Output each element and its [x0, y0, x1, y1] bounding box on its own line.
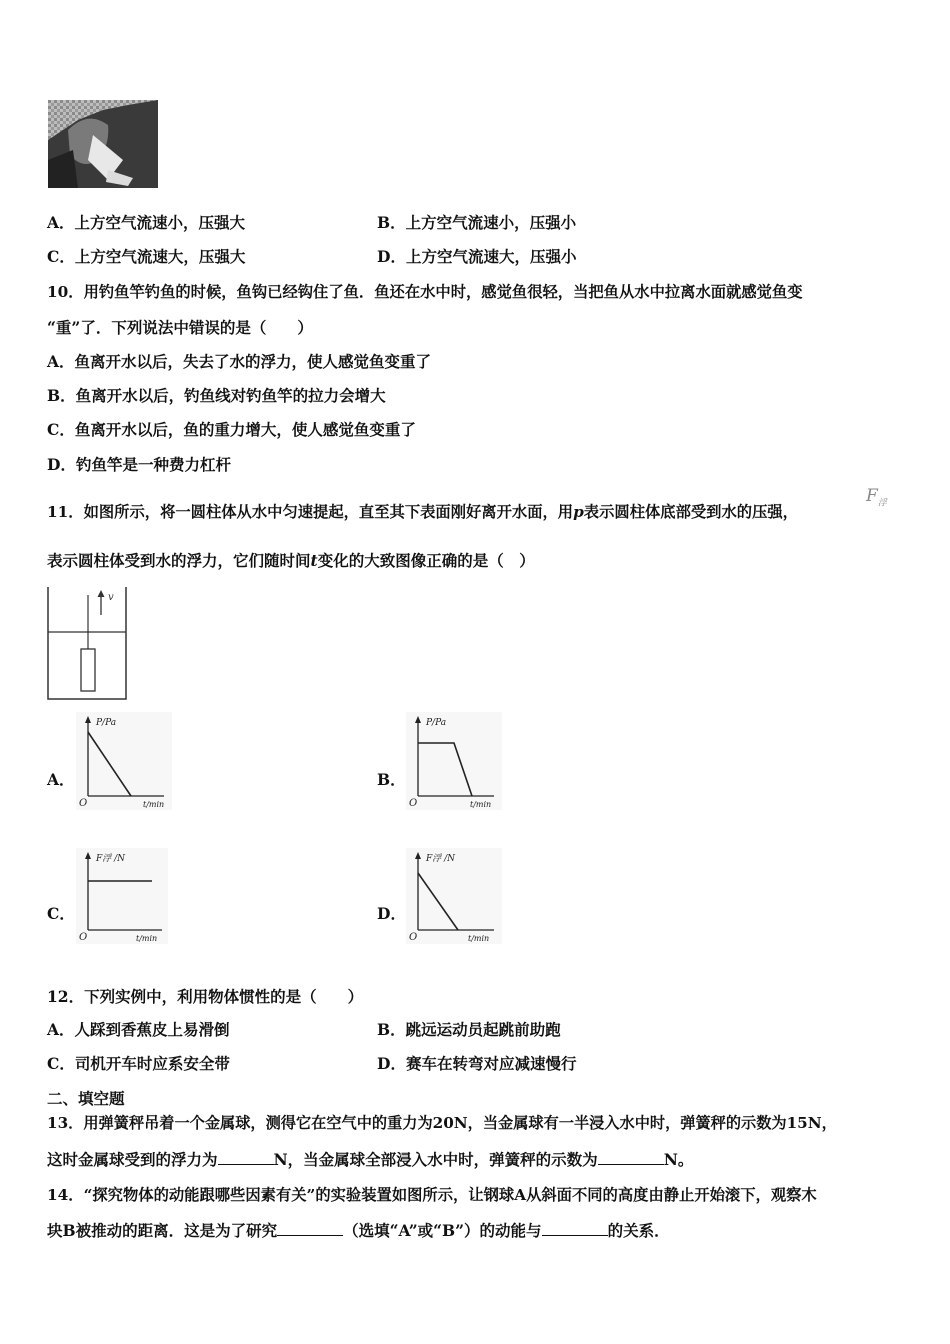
- q13-text-part: 这时金属球受到的浮力为: [47, 1150, 218, 1169]
- q11-stem-part: 表示圆柱体底部受到水的压强，: [583, 503, 798, 521]
- q11-graph-a-letter: A．: [47, 770, 75, 789]
- option-letter: D．: [47, 455, 76, 474]
- option-text: 上方空气流速小，压强大: [74, 213, 246, 232]
- q11-stem-line2: [47, 549, 535, 571]
- q9-photo-image: [48, 100, 158, 188]
- origin-label: O: [409, 798, 418, 809]
- cylinder: [81, 649, 95, 691]
- option-text: 鱼离开水以后，鱼的重力增大，使人感觉鱼变重了: [74, 420, 416, 439]
- option-text: 上方空气流速大，压强大: [74, 247, 246, 266]
- q11-graph-c-letter: C．: [47, 904, 75, 923]
- option-text: 钓鱼竿是一种费力杠杆: [75, 455, 231, 474]
- velocity-arrowhead: [98, 590, 105, 597]
- q13-answer-blank-2[interactable]: [598, 1149, 664, 1166]
- q13-text-part: N，当金属球全部浸入水中时，弹簧秤的示数为: [273, 1150, 598, 1169]
- q11-stem-line1: [47, 500, 798, 522]
- origin-label: O: [79, 798, 88, 809]
- option-text: 人踩到香蕉皮上易滑倒: [74, 1020, 230, 1039]
- velocity-label: v: [108, 592, 114, 603]
- q12-option-b: [377, 1018, 561, 1040]
- origin-label: O: [409, 932, 418, 943]
- q11-graph-a: [76, 712, 172, 810]
- option-text: 上方空气流速小，压强小: [405, 213, 577, 232]
- q14-text-part: 的关系．: [607, 1221, 670, 1240]
- y-axis-label: P/Pa: [426, 718, 447, 728]
- option-letter: B．: [377, 213, 406, 232]
- q14-text-part: （选填“A”或“B”）的动能与: [343, 1221, 542, 1240]
- option-text: 鱼离开水以后，钓鱼线对钓鱼竿的拉力会增大: [75, 386, 386, 405]
- q13-stem-line1: 13．用弹簧秤吊着一个金属球，测得它在空气中的重力为20N，当金属球有一半浸入水中时，弹簧秤的示数为15N，: [47, 1114, 837, 1132]
- q9-option-a: [47, 211, 245, 233]
- y-axis-label: F浮 /N: [96, 854, 126, 864]
- option-letter: C．: [47, 1054, 75, 1073]
- q10-stem-line1: 10．用钓鱼竿钓鱼的时候，鱼钩已经钩住了鱼．鱼还在水中时，感觉鱼很轻，当把鱼从水中拉离水面就感觉鱼变: [47, 283, 803, 301]
- q11-stem-part: 表示圆柱体受到水的浮力，它们随时间: [47, 551, 311, 570]
- x-axis-label: t/min: [143, 800, 165, 809]
- q12-option-c: [47, 1052, 230, 1074]
- q11-graph-b: [406, 712, 502, 810]
- option-letter: D．: [377, 247, 406, 266]
- q12-option-d: [377, 1052, 576, 1074]
- q9-option-c: [47, 245, 245, 267]
- x-axis-label: t/min: [470, 800, 492, 809]
- option-letter: B．: [47, 386, 76, 405]
- q11-f-buoyancy-symbol: [866, 486, 887, 508]
- q11-t-symbol: t: [310, 551, 318, 570]
- q11-f-sub: 浮: [877, 498, 887, 509]
- option-letter: C．: [47, 420, 75, 439]
- q11-stem-part: 变化的大致图像正确的是（ ）: [317, 551, 535, 570]
- q12-option-a: [47, 1018, 230, 1040]
- q11-graph-c: [76, 848, 168, 944]
- q14-stem-line1: 14．“探究物体的动能跟哪些因素有关”的实验装置如图所示，让钢球A从斜面不同的高度由静止开始滚下，观察木: [47, 1186, 817, 1204]
- q9-option-b: [377, 211, 576, 233]
- option-text: 赛车在转弯对应减速慢行: [405, 1054, 577, 1073]
- q11-graph-d-letter: D．: [377, 904, 406, 923]
- q10-option-a: [47, 350, 431, 372]
- q9-option-d: [377, 245, 576, 267]
- option-letter: C．: [47, 247, 75, 266]
- option-letter: A．: [47, 213, 75, 232]
- q13-answer-blank-1[interactable]: [218, 1149, 274, 1166]
- q10-option-c: [47, 418, 416, 440]
- q11-f-letter: F: [866, 486, 878, 506]
- q11-stem-part: 11．如图所示，将一圆柱体从水中匀速提起，直至其下表面刚好离开水面，用: [47, 503, 574, 521]
- q9-photo: [48, 100, 158, 188]
- q14-text-part: 块B被推动的距离．这是为了研究: [47, 1221, 278, 1240]
- option-text: 上方空气流速大，压强小: [405, 247, 577, 266]
- q14-answer-blank-2[interactable]: [542, 1220, 608, 1237]
- q13-text-part: N。: [663, 1150, 694, 1169]
- y-axis-label: P/Pa: [96, 718, 117, 728]
- section-title: 二、填空题: [47, 1089, 125, 1108]
- q11-graph-b-letter: B．: [377, 770, 406, 789]
- option-letter: A．: [47, 1020, 75, 1039]
- option-letter: A．: [47, 352, 75, 371]
- q11-p-symbol: p: [573, 503, 584, 521]
- option-text: 司机开车时应系安全带: [74, 1054, 230, 1073]
- y-axis-label: F浮 /N: [426, 854, 456, 864]
- q14-stem-line2: [47, 1219, 670, 1241]
- q11-setup-figure: [46, 585, 130, 705]
- q10-stem-line2: “重”了．下列说法中错误的是（ ）: [47, 318, 313, 337]
- x-axis-label: t/min: [136, 934, 158, 943]
- q11-graph-d: [406, 848, 502, 944]
- q14-answer-blank-1[interactable]: [277, 1220, 343, 1237]
- x-axis-label: t/min: [468, 934, 490, 943]
- q10-option-d: [47, 453, 231, 475]
- origin-label: O: [79, 932, 88, 943]
- option-letter: D．: [377, 1054, 406, 1073]
- option-text: 鱼离开水以后，失去了水的浮力，使人感觉鱼变重了: [74, 352, 432, 371]
- q10-option-b: [47, 384, 386, 406]
- q12-stem: 12．下列实例中，利用物体惯性的是（ ）: [47, 987, 364, 1006]
- q13-stem-line2: [47, 1148, 693, 1170]
- option-text: 跳远运动员起跳前助跑: [405, 1020, 561, 1039]
- option-letter: B．: [377, 1020, 406, 1039]
